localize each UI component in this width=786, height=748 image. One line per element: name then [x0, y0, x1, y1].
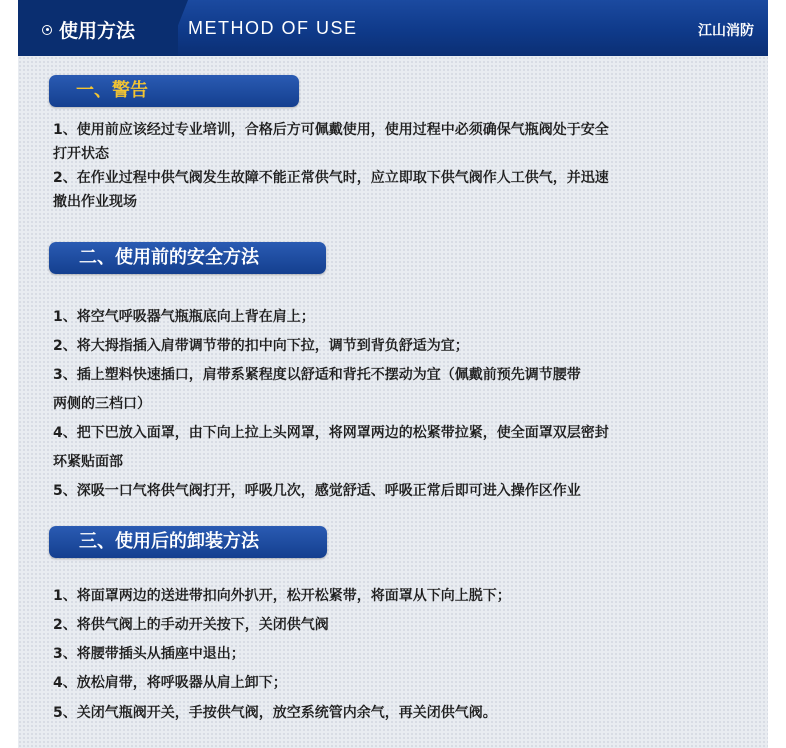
section-pre-use-line: 环紧贴面部	[53, 454, 123, 470]
target-circle-icon	[42, 25, 52, 35]
section-warning-line: 打开状态	[53, 146, 109, 162]
section-pre-use-line: 两侧的三档口）	[53, 396, 151, 412]
section-pre-use-line: 1、将空气呼吸器气瓶瓶底向上背在肩上；	[53, 309, 315, 325]
header-notch	[166, 0, 188, 56]
section-post-use-line: 1、将面罩两边的送进带扣向外扒开，松开松紧带，将面罩从下向上脱下；	[53, 588, 511, 604]
section-pre-use-title: 二、使用前的安全方法	[49, 242, 326, 274]
header-banner	[18, 0, 768, 56]
header-title-group	[42, 16, 135, 43]
header-subtitle: METHOD OF USE	[188, 18, 358, 38]
section-warning-line: 2、在作业过程中供气阀发生故障不能正常供气时，应立即取下供气阀作人工供气，并迅速	[53, 170, 609, 186]
content-panel	[18, 0, 768, 748]
section-post-use-line: 5、关闭气瓶阀开关，手按供气阀，放空系统管内余气，再关闭供气阀。	[53, 705, 497, 721]
section-post-use-line: 3、将腰带插头从插座中退出；	[53, 646, 245, 662]
section-pre-use-line: 5、深吸一口气将供气阀打开，呼吸几次，感觉舒适、呼吸正常后即可进入操作区作业	[53, 483, 581, 499]
section-warning-title: 一、警告	[49, 75, 299, 107]
section-pre-use-line: 3、插上塑料快速插口，肩带系紧程度以舒适和背托不摆动为宜（佩戴前预先调节腰带	[53, 367, 581, 383]
section-post-use-line: 2、将供气阀上的手动开关按下，关闭供气阀	[53, 617, 329, 633]
section-post-use-title: 三、使用后的卸装方法	[49, 526, 327, 558]
section-warning-line: 1、使用前应该经过专业培训，合格后方可佩戴使用，使用过程中必须确保气瓶阀处于安全	[53, 122, 609, 138]
section-warning-line: 撤出作业现场	[53, 194, 137, 210]
header-brand: 江山消防	[698, 23, 754, 39]
section-post-use-line: 4、放松肩带，将呼吸器从肩上卸下；	[53, 675, 287, 691]
section-pre-use-line: 4、把下巴放入面罩，由下向上拉上头网罩，将网罩两边的松紧带拉紧，使全面罩双层密封	[53, 425, 609, 441]
section-pre-use-line: 2、将大拇指插入肩带调节带的扣中向下拉，调节到背负舒适为宜；	[53, 338, 469, 354]
header-title: 使用方法	[59, 20, 136, 42]
